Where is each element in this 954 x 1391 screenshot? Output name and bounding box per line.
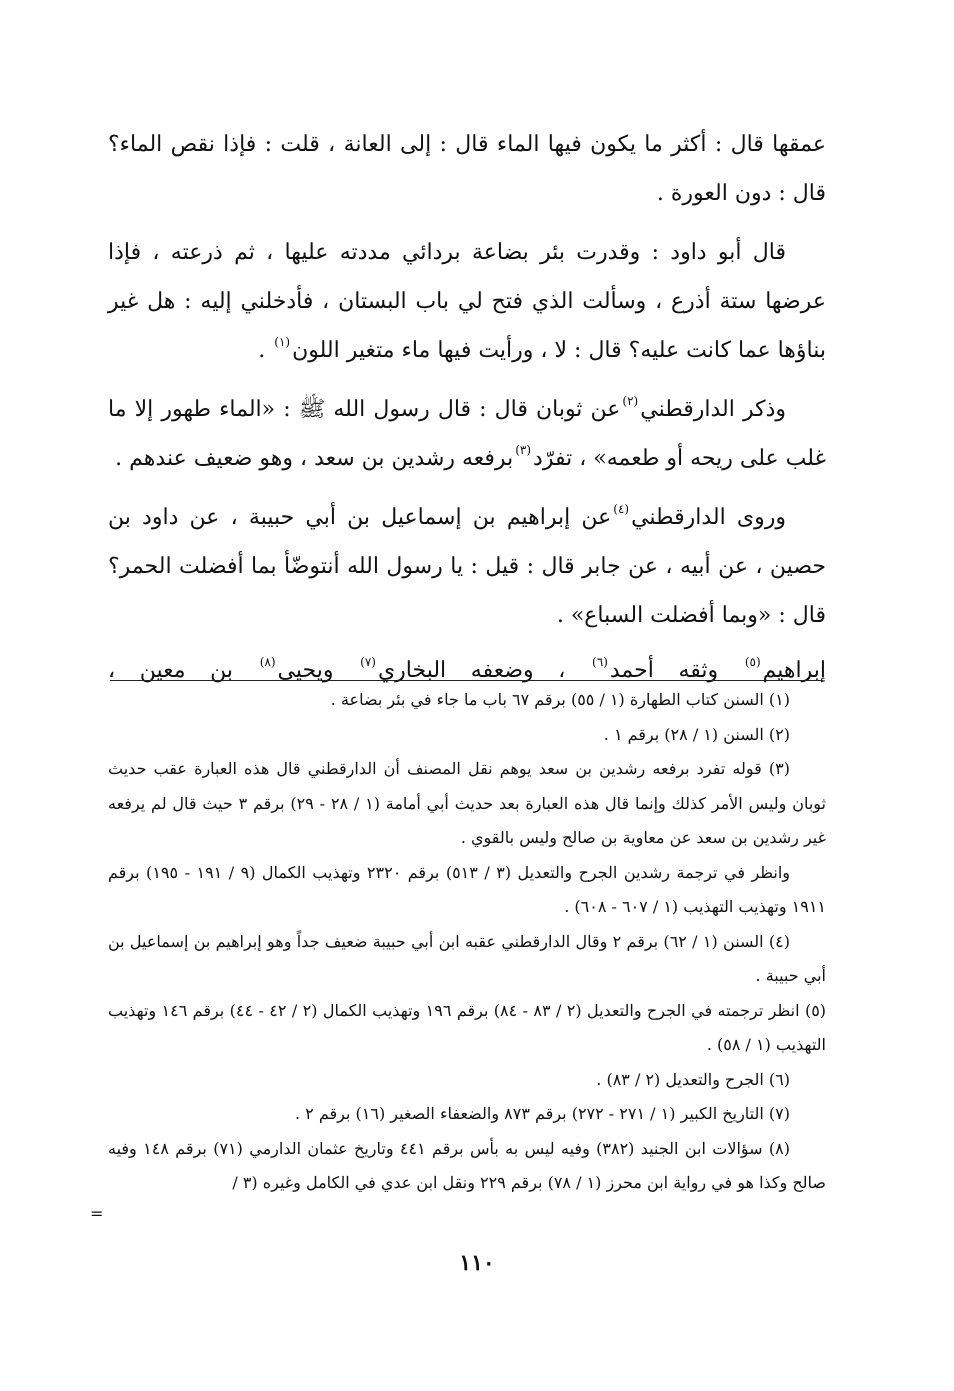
paragraph-2 [108, 228, 826, 375]
paragraph-4-text-b: عن إبراهيم بن إسماعيل بن أبي حبيبة ، عن داود بن حصين ، عن أبيه ، عن جابر قال : قيل : يا رسول الله أنتوضّأ بما أفضلت الحمر؟ قال : «وبما أفضلت السباع» . [108, 505, 826, 628]
paragraph-5-text-c: ، وضعفه البخاري [377, 658, 566, 683]
paragraph-5-text-e: بن معين ، [108, 658, 234, 683]
paragraph-4 [108, 493, 826, 640]
paragraph-2-text: قال أبو داود : وقدرت بئر بضاعة بردائي مددته عليها ، ثم ذرعته ، فإذا عرضها ستة أذرع ، وسألت الذي فتح لي باب البستان ، فأدخلني إليه : هل غير بناؤها عما كانت عليه؟ قال : لا ، ورأيت فيها ماء متغير اللون [108, 240, 826, 363]
footnote-8: (٨) سؤالات ابن الجنيد (٣٨٢) وفيه ليس به بأس برقم ٤٤١ وتاريخ عثمان الدارمي (٧١) برقم ١٤٨ وفيه صالح وكذا هو في رواية ابن محرز (١ / ٧٨) برقم ٢٢٩ ونقل ابن عدي في الكامل وغيره (٣ / [108, 1138, 826, 1192]
main-text [108, 120, 826, 695]
footnote-marker-5: (٥) [744, 655, 761, 669]
paragraph-3-text-a: وذكر الدارقطني [640, 397, 786, 422]
footnote-2: (٢) السنن (١ / ٢٨) برقم ١ . [603, 724, 790, 744]
footnote-marker-2: (٢) [622, 394, 639, 408]
footnote-marker-8: (٨) [259, 655, 276, 669]
footnote-4: (٤) السنن (١ / ٦٢) برقم ٢ وقال الدارقطني عقبه ابن أبي حبيبة ضعيف جداً وهو إبراهيم بن إسماعيل بن أبي حبيبة . [108, 931, 826, 985]
footnote-marker-4: (٤) [613, 502, 630, 516]
paragraph-4-text-a: وروى الدارقطني [631, 505, 786, 530]
paragraph-5-text-d: ويحيى [277, 658, 334, 683]
footnote-marker-1: (١) [274, 335, 291, 349]
continuation-mark: = [90, 1204, 104, 1223]
footnotes [108, 683, 826, 1201]
footnote-marker-3: (٣) [515, 443, 532, 457]
footnote-marker-6: (٦) [592, 655, 608, 669]
paragraph-2-end: . [258, 338, 273, 363]
paragraph-5-text-b: وثقه أحمد [609, 658, 719, 683]
paragraph-5-text-a: إبراهيم [762, 658, 827, 683]
paragraph-3-text-b: عن ثوبان قال : قال رسول الله ﷺ : «الماء طهور إلا ما غلب على ريحه أو طعمه» ، تفرّد [108, 397, 826, 471]
footnote-3: (٣) قوله تفرد برفعه رشدين بن سعد يوهم نقل المصنف أن الدارقطني قال هذه العبارة عقب حديث ثوبان وليس الأمر كذلك وإنما قال هذه العبارة بعد حديث أبي أمامة (١ / ٢٨ - ٢٩) برقم ٣ حيث قال لم يرفعه غير رشدين بن سعد عن معاوية بن صالح وليس بالقوي . [108, 759, 827, 847]
footnote-3-continued: وانظر في ترجمة رشدين الجرح والتعديل (٣ / ٥١٣) برقم ٢٣٢٠ وتهذيب الكمال (٩ / ١٩١ - ١٩٥) برقم ١٩١١ وتهذيب التهذيب (١ / ٦٠٧ - ٦٠٨) . [108, 862, 826, 916]
footnote-5: (٥) انظر ترجمته في الجرح والتعديل (٢ / ٨٣ - ٨٤) برقم ١٩٦ وتهذيب الكمال (٢ / ٤٢ - ٤٤) برقم ١٤٦ وتهذيب التهذيب (١ / ٥٨) . [108, 1000, 827, 1054]
footnote-7: (٧) التاريخ الكبير (١ / ٢٧١ - ٢٧٢) برقم ٨٧٣ والضعفاء الصغير (١٦) برقم ٢ . [295, 1104, 790, 1123]
footnote-marker-7: (٧) [360, 655, 376, 669]
footnote-divider [110, 680, 822, 681]
paragraph-3-text-c: برفعه رشدين بن سعد ، وهو ضعيف عندهم . [115, 446, 514, 471]
footnote-6: (٦) الجرح والتعديل (٢ / ٨٣) . [596, 1069, 790, 1089]
footnote-1: (١) السنن كتاب الطهارة (١ / ٥٥) برقم ٦٧ باب ما جاء في بئر بضاعة . [330, 690, 790, 709]
paragraph-3 [108, 385, 826, 483]
paragraph-1: عمقها قال : أكثر ما يكون فيها الماء قال : إلى العانة ، قلت : فإذا نقص الماء؟ قال : دون العورة . [108, 132, 826, 206]
page-number: ١١٠ [459, 1250, 495, 1276]
